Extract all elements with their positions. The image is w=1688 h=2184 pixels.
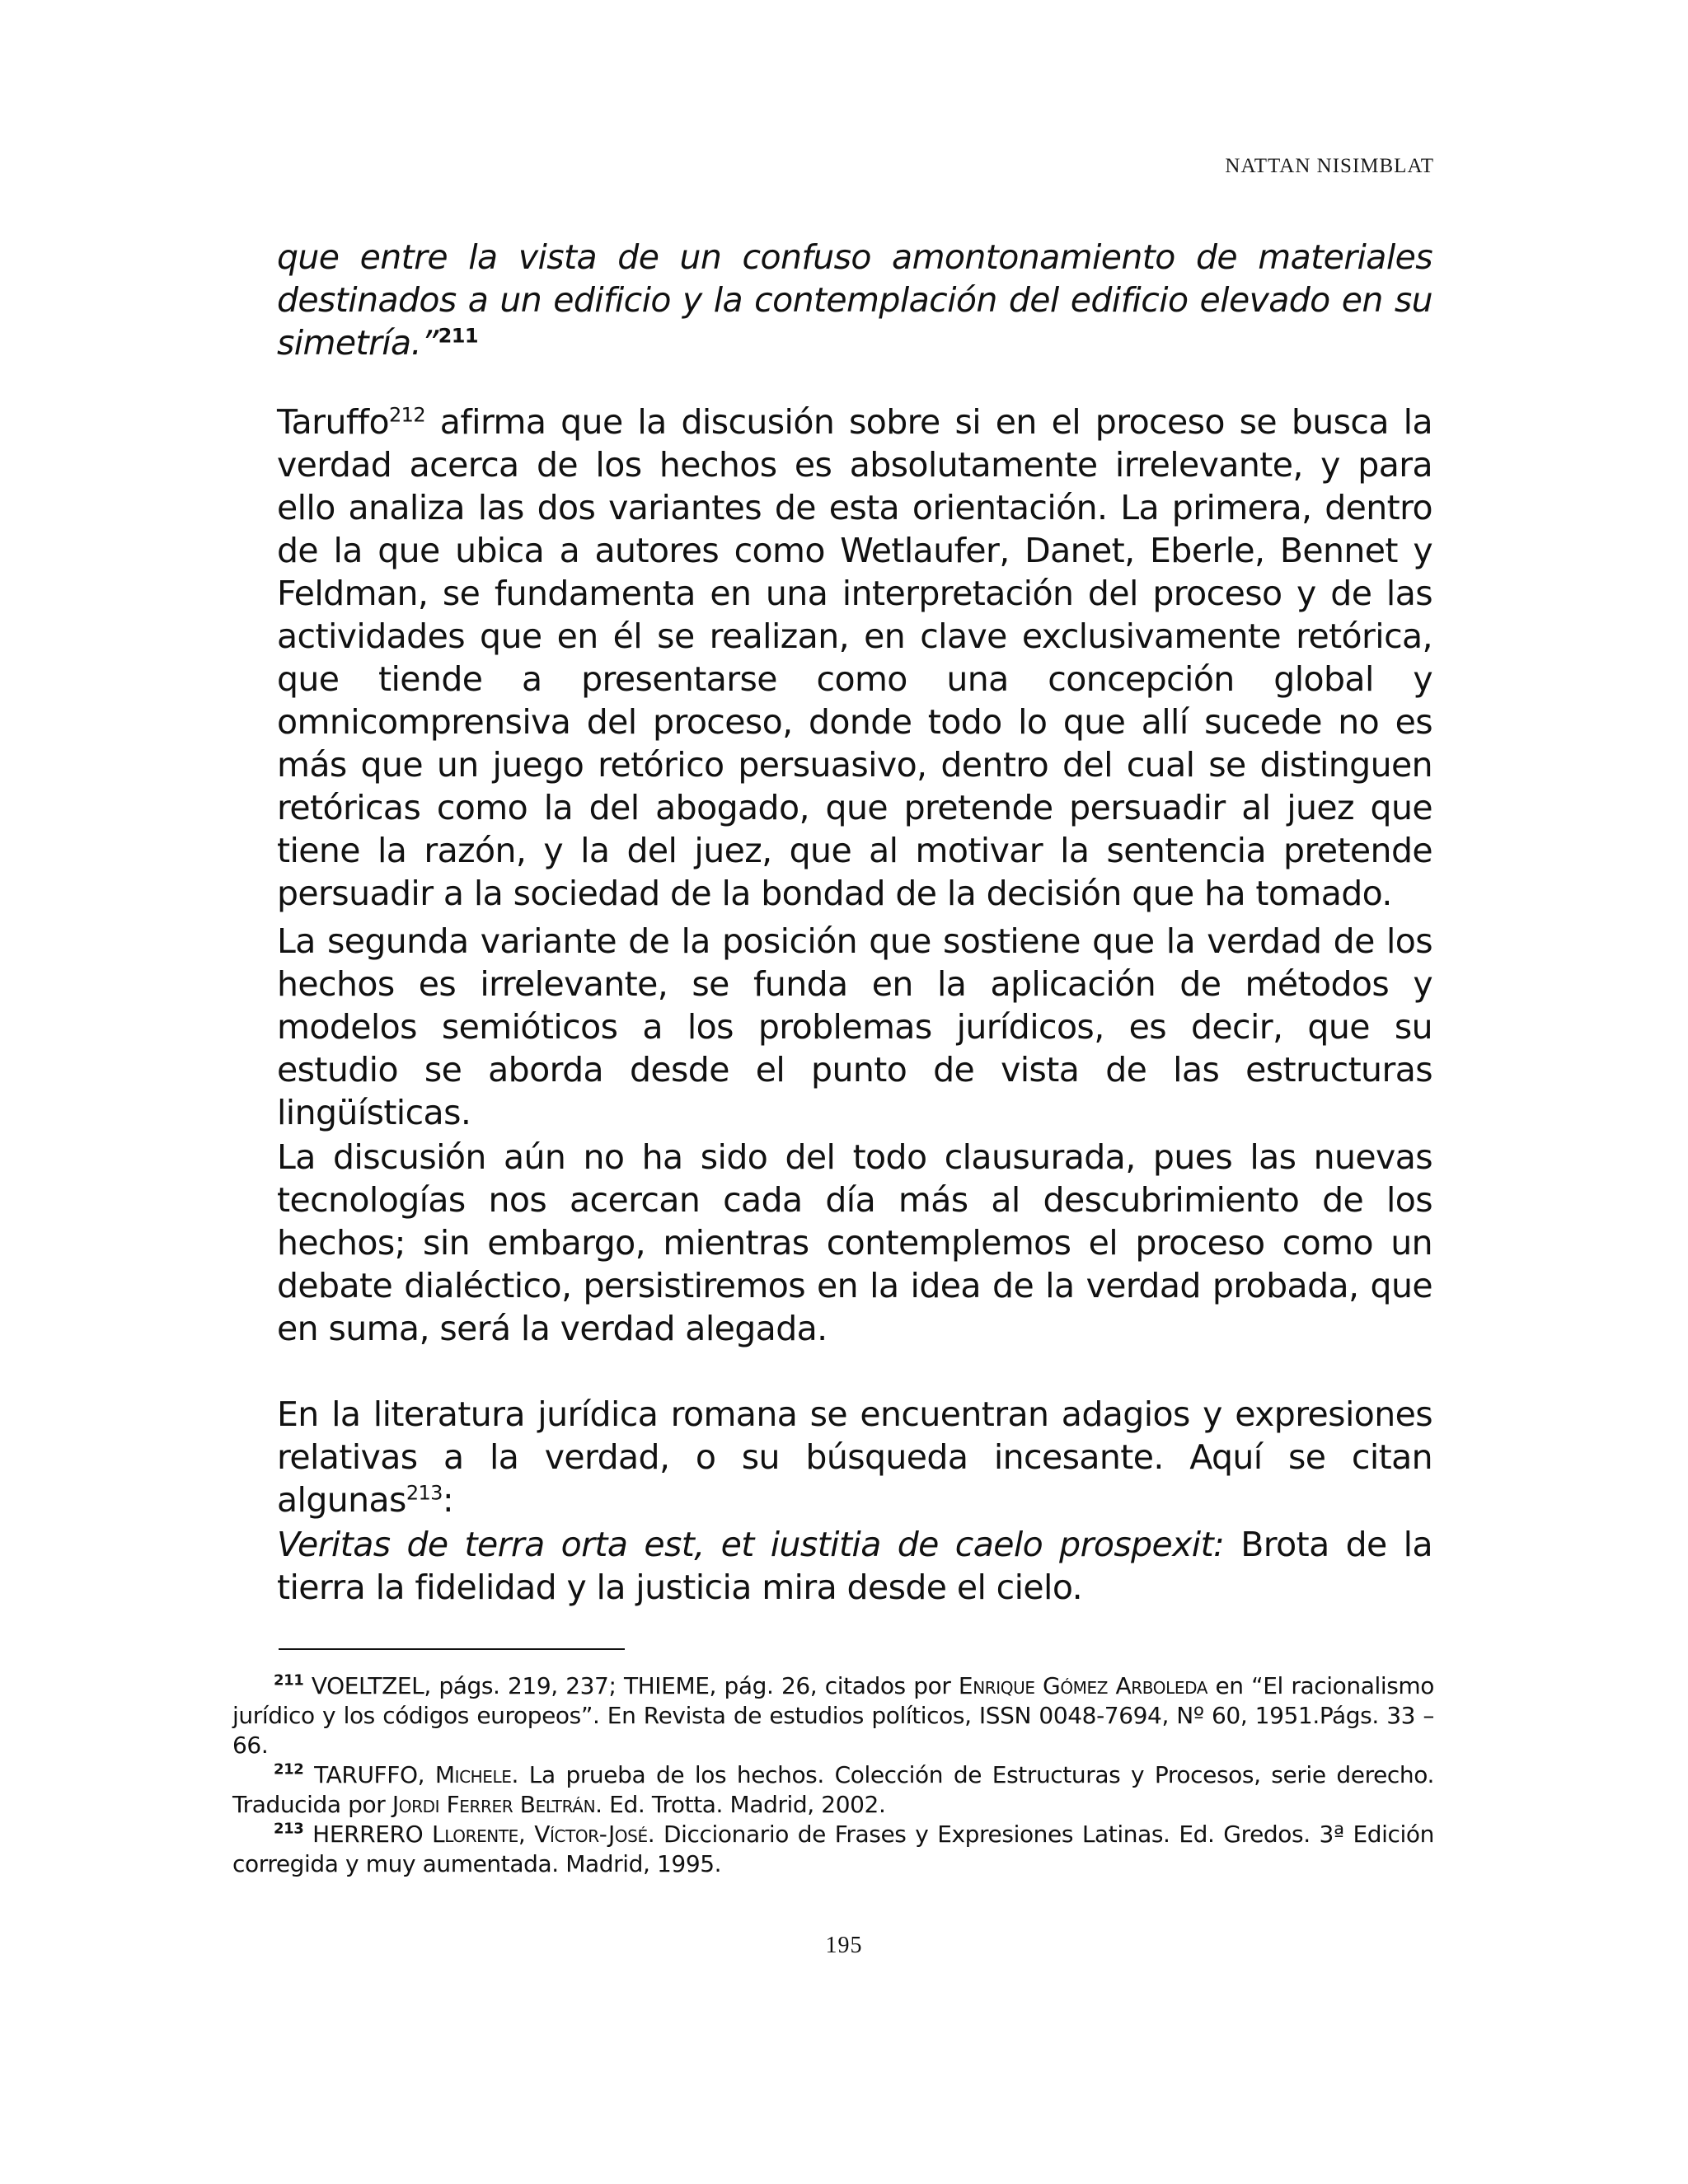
footnote-text: HERRERO — [303, 1821, 432, 1848]
paragraph-second-variant — [277, 920, 1432, 1134]
quote-text — [277, 236, 1432, 364]
latin-adage: Veritas de terra orta est, et iustitia de caelo prospexit: — [277, 1525, 1225, 1564]
footnote-text: . Ed. Trotta. Madrid, 2002. — [595, 1791, 886, 1818]
footnote-text: VOELTZEL, págs. 219, 237; THIEME, pág. 26, citados por — [303, 1672, 959, 1699]
footnote-ref-211[interactable]: 211 — [438, 324, 478, 348]
paragraph-body: En la literatura jurídica romana se encuentran adagios y expresiones relativas a la verdad, o su búsqueda incesante. Aquí se citan algunas — [277, 1394, 1432, 1520]
page-number: 195 — [825, 1933, 863, 1958]
author-name: Michele — [434, 1761, 512, 1788]
paragraph-lead: Taruffo — [277, 402, 389, 442]
footnote-211 — [232, 1671, 1434, 1760]
quote-body: que entre la vista de un confuso amontonamiento de materiales destinados a un edificio y la contemplación del edificio elevado en su simetría.” — [277, 237, 1432, 363]
footnote-213 — [232, 1820, 1434, 1879]
paragraph-body: afirma que la discusión sobre si en el proceso se busca la verdad acerca de los hechos es absolutamente irrelevante, y para ello analiza las dos variantes de esta orientación. La primera, dentro de la que ubica a autores como Wetlaufer, Danet, Eberle, Bennet y Feldman, se fundamenta en una interpretación del proceso y de las actividades que en él se realizan, en clave exclusivamente retórica, que tiende a presentarse como una concepción global y omnicomprensiva del proceso, donde todo lo que allí sucede no es más que un juego retórico persuasivo, dentro del cual se distinguen retóricas como la del abogado, que pretende persuadir al juez que tiene la razón, y la del juez, que al motivar la sentencia pretende persuadir a la sociedad de la bondad de la decisión que ha tomado. — [277, 402, 1432, 913]
footnote-212 — [232, 1760, 1434, 1820]
footnote-ref-212[interactable]: 212 — [388, 403, 425, 427]
paragraph-latin-adage — [277, 1523, 1432, 1609]
footnotes — [232, 1671, 1434, 1879]
paragraph-taruffo — [277, 401, 1432, 915]
footnote-number: 212 — [274, 1760, 304, 1779]
paragraph-tail: : — [442, 1480, 454, 1520]
paragraph-roman-literature — [277, 1393, 1432, 1521]
footnote-text: , — [518, 1821, 535, 1848]
footnote-text: . Diccionario de Frases y Expresiones Latinas. Ed. Gredos. 3ª Edición corregida y muy aumentada. Madrid, 1995. — [232, 1821, 1434, 1877]
paragraph-discussion — [277, 1136, 1432, 1350]
footnote-text: en “El racionalismo jurídico y los códigos europeos”. En Revista de estudios políticos, ISSN 0048-7694, Nº 60, 1951.Págs. 33 – 66. — [232, 1672, 1435, 1759]
running-head: NATTAN NISIMBLAT — [1225, 155, 1434, 177]
footnote-text: . La prueba de los hechos. Colección de Estructuras y Procesos, serie derecho. Traducida por — [232, 1761, 1434, 1818]
block-quote — [277, 236, 1432, 364]
footnote-text: TARUFFO, — [303, 1761, 435, 1788]
paragraph-body: La discusión aún no ha sido del todo clausurada, pues las nuevas tecnologías nos acercan cada día más al descubrimiento de los hechos; sin embargo, mientras contemplemos el proceso como un debate dialéctico, persistiremos en la idea de la verdad probada, que en suma, será la verdad alegada. — [277, 1137, 1432, 1348]
footnote-number: 213 — [274, 1820, 304, 1838]
footnote-separator — [279, 1648, 625, 1650]
author-name: Víctor-José — [534, 1821, 648, 1848]
footnote-number: 211 — [274, 1671, 304, 1690]
paragraph-body: La segunda variante de la posición que sostiene que la verdad de los hechos es irrelevante, se funda en la aplicación de métodos y modelos semióticos a los problemas jurídicos, es decir, que su estudio se aborda desde el punto de vista de las estructuras lingüísticas. — [277, 921, 1432, 1132]
author-name: Llorente — [432, 1821, 518, 1848]
adage-translation: Brota de la tierra la fidelidad y la justicia mira desde el cielo. — [277, 1525, 1432, 1607]
translator-name: Jordi Ferrer Beltrán — [392, 1791, 596, 1818]
author-name: Enrique Gómez Arboleda — [958, 1672, 1208, 1699]
footnote-ref-213[interactable]: 213 — [406, 1481, 443, 1505]
